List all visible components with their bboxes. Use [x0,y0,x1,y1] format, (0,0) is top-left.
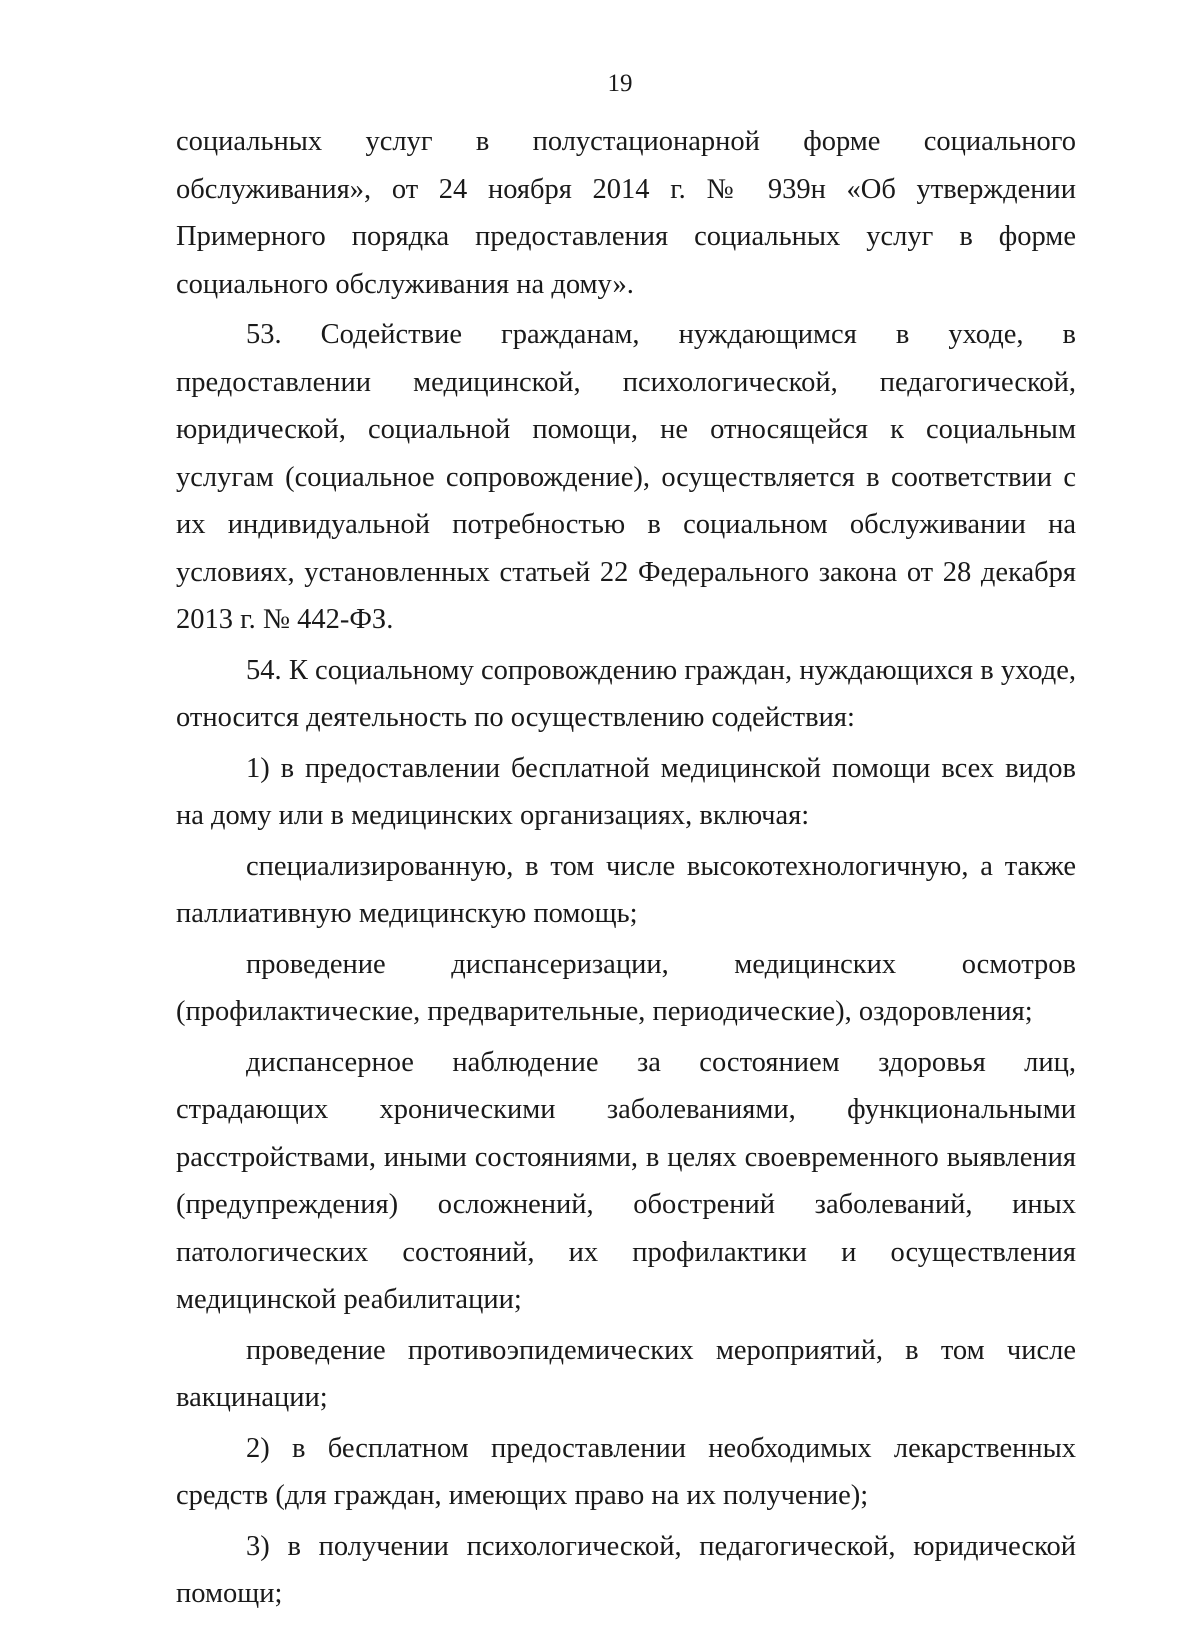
paragraph-54: 54. К социальному сопровождению граждан, нуждающихся в уходе, относится деятельность по осуществлению содействия: [176,654,1076,733]
list-item-1: 1) в предоставлении бесплатной медицинской помощи всех видов на дому или в медицинских организациях, включая: [176,752,1076,831]
page-number: 19 [607,70,633,97]
list-item-3: 3) в получении психологической, педагогической, юридической помощи; [176,1530,1076,1609]
list-item-2: 2) в бесплатном предоставлении необходимых лекарственных средств (для граждан, имеющих право на их получение); [176,1432,1076,1511]
document-body [176,118,1076,1621]
paragraph-continuation: социальных услуг в полустационарной форме социального обслуживания», от 24 ноября 2014 г. № 939н «Об утверждении Примерного порядка предоставления социальных услуг в форме социального обслуживания на дому». [176,126,1076,300]
paragraph-53: 53. Содействие гражданам, нуждающимся в уходе, в предоставлении медицинской, психологической, педагогической, юридической, социальной помощи, не относящейся к социальным услугам (социальное сопровождение), осуществляется в соответствии с их индивидуальной потребностью в социальном обслуживании на условиях, установленных статьей 22 Федерального закона от 28 декабря 2013 г. № 442-ФЗ. [176,319,1076,635]
list-subitem-specialized-care: специализированную, в том числе высокотехнологичную, а также паллиативную медицинскую помощь; [176,850,1076,929]
list-subitem-dispensary-observation: диспансерное наблюдение за состоянием здоровья лиц, страдающих хроническими заболеваниями, функциональными расстройствами, иными состояниями, в целях своевременного выявления (предупреждения) осложнений, обострений заболеваний, иных патологических состояний, их профилактики и осуществления медицинской реабилитации; [176,1046,1076,1315]
list-subitem-medical-examination: проведение диспансеризации, медицинских осмотров (профилактические, предварительные, периодические), оздоровления; [176,948,1076,1027]
list-subitem-vaccination: проведение противоэпидемических мероприятий, в том числе вакцинации; [176,1334,1076,1413]
